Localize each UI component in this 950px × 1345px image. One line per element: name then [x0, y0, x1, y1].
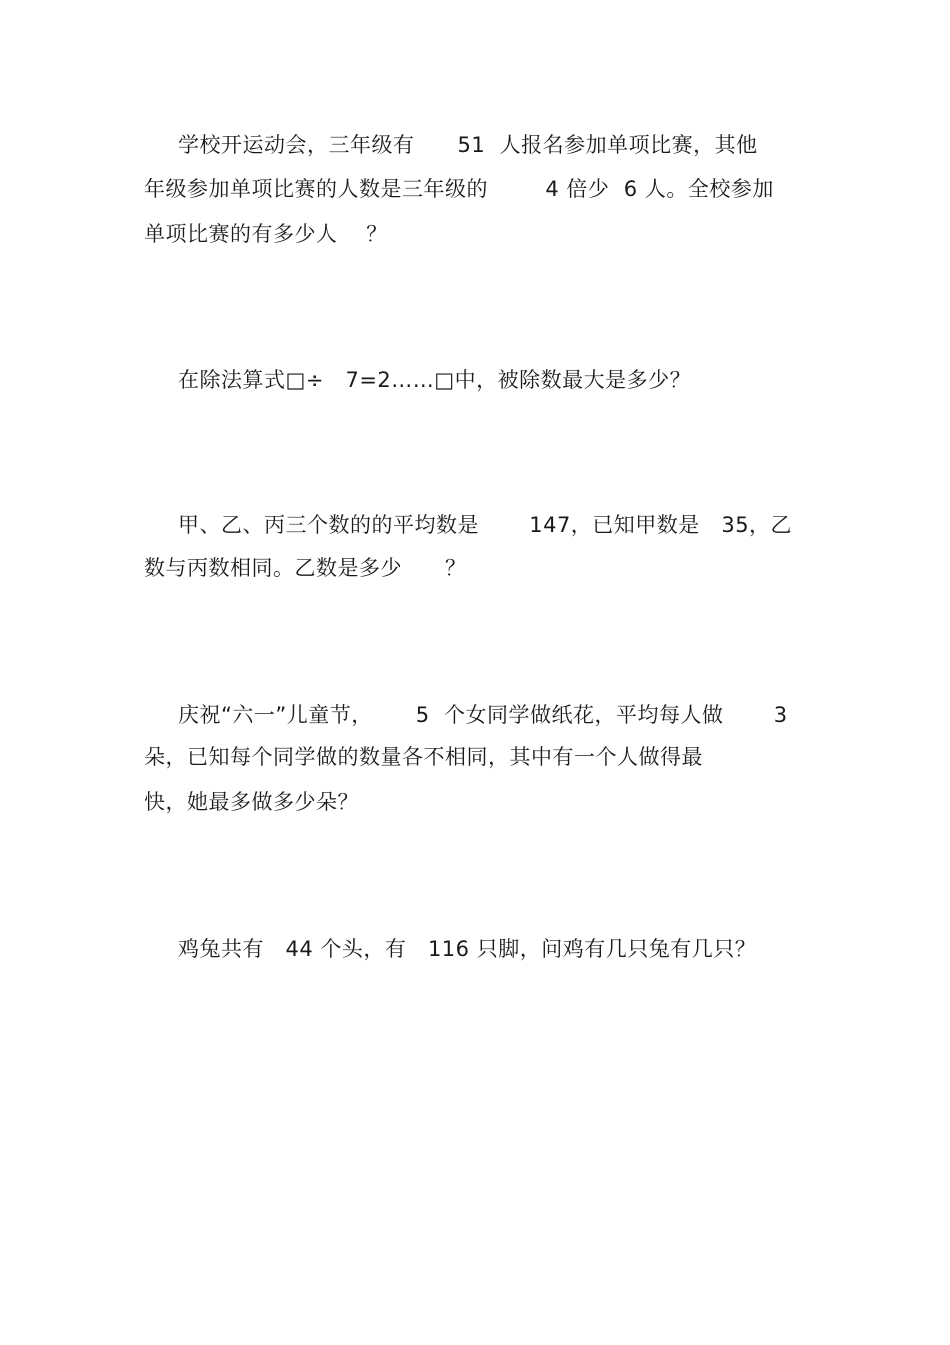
problem-text-line: 甲、乙、丙三个数的的平均数是 147，已知甲数是 35，乙 [178, 513, 793, 537]
problem-text-line: 单项比赛的有多少人 ？ [144, 222, 388, 246]
problem-text-line: 学校开运动会，三年级有 51 人报名参加单项比赛，其他 [178, 133, 758, 157]
problem-text-line: 快，她最多做多少朵？ [144, 790, 359, 814]
problem-text-line: 年级参加单项比赛的人数是三年级的 4 倍少 6 人。全校参加 [144, 177, 774, 201]
problem-text-line: 数与丙数相同。乙数是多少 ？ [144, 556, 467, 580]
problem-text-line: 庆祝“六一”儿童节， 5 个女同学做纸花，平均每人做 3 [178, 703, 788, 727]
problem-text-line: 朵，已知每个同学做的数量各不相同，其中有一个人做得最 [144, 745, 703, 769]
problem-text-line: 在除法算式□÷ 7=2……□中，被除数最大是多少？ [178, 368, 692, 392]
problem-text-line: 鸡兔共有 44 个头，有 116 只脚，问鸡有几只兔有几只？ [178, 937, 757, 961]
